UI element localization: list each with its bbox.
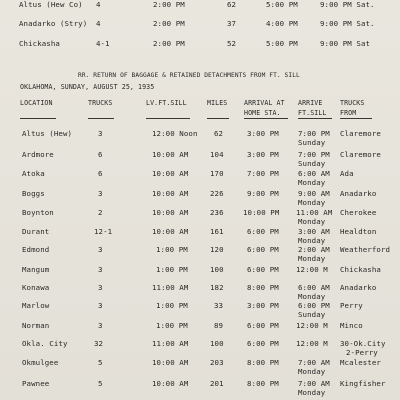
cell-location: Durant xyxy=(22,227,50,236)
cell-arrive-day: Sunday xyxy=(298,310,326,319)
cell-from: Kingfisher xyxy=(340,379,386,388)
header-trucks: TRUCKS xyxy=(88,99,113,107)
cell-trucks: 3 xyxy=(98,321,103,330)
cell-trucks: 3 xyxy=(98,283,103,292)
cell-leave: 12:00 Noon xyxy=(152,129,198,138)
cell-leave: 10:00 AM xyxy=(152,169,189,178)
cell-location: Boggs xyxy=(22,189,45,198)
cell-location: Boynton xyxy=(22,208,54,217)
cell-from-2: 2-Perry xyxy=(346,348,378,357)
cell-miles: 182 xyxy=(210,283,224,292)
cell-arrival: 6:00 PM xyxy=(247,321,279,330)
cell-arrive-day: Monday xyxy=(298,198,326,207)
cell-miles: 89 xyxy=(214,321,224,330)
cell-arrive: 7:00 PM xyxy=(298,150,330,159)
cell-location: Edmond xyxy=(22,245,50,254)
top-row-arrive-sill: 9:00 PM Sat. xyxy=(320,19,375,28)
cell-from: Chickasha xyxy=(340,265,381,274)
cell-from: Healdton xyxy=(340,227,377,236)
cell-location: Norman xyxy=(22,321,50,330)
header-underline xyxy=(207,118,229,119)
cell-arrival: 8:00 PM xyxy=(247,358,279,367)
cell-from: Weatherford xyxy=(340,245,391,254)
top-row-location: Chickasha xyxy=(19,39,60,48)
top-row-arrive-sill: 9:00 PM Sat. xyxy=(320,0,375,9)
cell-location: Ardmore xyxy=(22,150,54,159)
top-row-arrival: 5:00 PM xyxy=(266,39,298,48)
cell-miles: 236 xyxy=(210,208,224,217)
cell-miles: 203 xyxy=(210,358,224,367)
header-from-2: FROM xyxy=(340,109,357,117)
top-row-leave: 2:00 PM xyxy=(153,39,185,48)
cell-leave: 11:00 AM xyxy=(152,283,189,292)
top-row-trucks: 4-1 xyxy=(96,39,110,48)
top-row-location: Altus (Hew Co) xyxy=(19,0,83,9)
cell-arrive-day: Monday xyxy=(298,292,326,301)
top-row-miles: 37 xyxy=(227,19,237,28)
cell-trucks: 12-1 xyxy=(94,227,113,236)
cell-trucks: 6 xyxy=(98,150,103,159)
header-arrival-1: ARRIVAL AT xyxy=(244,99,285,107)
cell-from: Mcalester xyxy=(340,358,381,367)
cell-miles: 100 xyxy=(210,339,224,348)
top-row-location: Anadarko (Stry) xyxy=(19,19,88,28)
top-row-trucks: 4 xyxy=(96,19,101,28)
cell-from: Anadarko xyxy=(340,283,377,292)
cell-arrive: 7:00 AM xyxy=(298,358,330,367)
cell-miles: 62 xyxy=(214,129,224,138)
cell-trucks: 3 xyxy=(98,301,103,310)
cell-location: Konawa xyxy=(22,283,50,292)
cell-miles: 226 xyxy=(210,189,224,198)
header-arrival-2: HOME STA. xyxy=(244,109,281,117)
header-underline xyxy=(244,118,288,119)
cell-arrive-day: Monday xyxy=(298,254,326,263)
cell-leave: 10:00 AM xyxy=(152,150,189,159)
header-underline xyxy=(340,118,372,119)
cell-location: Pawnee xyxy=(22,379,50,388)
cell-arrival: 6:00 PM xyxy=(247,339,279,348)
cell-location: Mangum xyxy=(22,265,50,274)
cell-location: Okla. City xyxy=(22,339,68,348)
document-subtitle: OKLAHOMA, SUNDAY, AUGUST 25, 1935 xyxy=(20,83,155,91)
cell-arrival: 6:00 PM xyxy=(247,265,279,274)
cell-arrive: 12:00 M xyxy=(296,321,328,330)
cell-arrival: 6:00 PM xyxy=(247,227,279,236)
cell-arrive: 6:00 PM xyxy=(298,301,330,310)
cell-arrive: 6:00 AM xyxy=(298,283,330,292)
cell-from: Anadarko xyxy=(340,189,377,198)
cell-leave: 1:00 PM xyxy=(156,301,188,310)
cell-from: Minco xyxy=(340,321,363,330)
cell-trucks: 3 xyxy=(98,129,103,138)
cell-location: Okmulgee xyxy=(22,358,59,367)
header-underline xyxy=(146,118,190,119)
cell-miles: 170 xyxy=(210,169,224,178)
header-underline xyxy=(88,118,114,119)
cell-from: Cherokee xyxy=(340,208,377,217)
cell-arrive-day: Sunday xyxy=(298,159,326,168)
cell-arrive: 12:00 M xyxy=(296,339,328,348)
cell-trucks: 3 xyxy=(98,265,103,274)
header-arrive-2: FT.SILL xyxy=(298,109,327,117)
cell-arrival: 3:00 PM xyxy=(247,129,279,138)
cell-miles: 104 xyxy=(210,150,224,159)
cell-arrive-day: Monday xyxy=(298,367,326,376)
cell-from: Claremore xyxy=(340,129,381,138)
top-row-arrival: 4:00 PM xyxy=(266,19,298,28)
cell-trucks: 5 xyxy=(98,358,103,367)
header-location: LOCATION xyxy=(20,99,53,107)
cell-arrive-day: Sunday xyxy=(298,138,326,147)
cell-arrive: 7:00 AM xyxy=(298,379,330,388)
cell-leave: 10:00 AM xyxy=(152,379,189,388)
cell-from: Claremore xyxy=(340,150,381,159)
cell-arrival: 3:00 PM xyxy=(247,150,279,159)
cell-arrival: 6:00 PM xyxy=(247,245,279,254)
top-row-leave: 2:00 PM xyxy=(153,19,185,28)
cell-arrive: 6:00 AM xyxy=(298,169,330,178)
header-from-1: TRUCKS xyxy=(340,99,365,107)
cell-from: Ada xyxy=(340,169,354,178)
header-miles: MILES xyxy=(207,99,228,107)
cell-arrive-day: Monday xyxy=(298,217,326,226)
cell-from: Perry xyxy=(340,301,363,310)
cell-trucks: 3 xyxy=(98,245,103,254)
cell-arrive: 9:00 AM xyxy=(298,189,330,198)
cell-trucks: 32 xyxy=(94,339,104,348)
cell-arrival: 8:00 PM xyxy=(247,379,279,388)
document-title: RR. RETURN OF BAGGAGE & RETAINED DETACHMENTS FROM FT. SILL xyxy=(78,72,300,79)
cell-arrive: 3:00 AM xyxy=(298,227,330,236)
cell-arrive: 7:00 PM xyxy=(298,129,330,138)
cell-leave: 11:00 AM xyxy=(152,339,189,348)
header-leave: LV.FT.SILL xyxy=(146,99,187,107)
cell-leave: 10:00 AM xyxy=(152,189,189,198)
cell-location: Altus (Hew) xyxy=(22,129,73,138)
cell-arrival: 3:00 PM xyxy=(247,301,279,310)
cell-trucks: 5 xyxy=(98,379,103,388)
top-row-arrive-sill: 9:00 PM Sat xyxy=(320,39,371,48)
cell-leave: 10:00 AM xyxy=(152,208,189,217)
cell-arrive: 12:00 M xyxy=(296,265,328,274)
cell-arrive-day: Monday xyxy=(298,236,326,245)
cell-location: Marlow xyxy=(22,301,50,310)
header-underline xyxy=(20,118,56,119)
top-row-arrival: 5:00 PM xyxy=(266,0,298,9)
cell-leave: 1:00 PM xyxy=(156,321,188,330)
cell-trucks: 3 xyxy=(98,189,103,198)
cell-arrival: 7:00 PM xyxy=(247,169,279,178)
header-underline xyxy=(298,118,332,119)
cell-miles: 120 xyxy=(210,245,224,254)
cell-miles: 100 xyxy=(210,265,224,274)
cell-leave: 10:00 AM xyxy=(152,227,189,236)
cell-miles: 33 xyxy=(214,301,224,310)
cell-trucks: 2 xyxy=(98,208,103,217)
cell-arrive: 2:00 AM xyxy=(298,245,330,254)
cell-arrive: 11:00 AM xyxy=(296,208,333,217)
cell-arrive-day: Monday xyxy=(298,178,326,187)
cell-trucks: 6 xyxy=(98,169,103,178)
top-row-miles: 52 xyxy=(227,39,237,48)
cell-leave: 1:00 PM xyxy=(156,245,188,254)
cell-leave: 1:00 PM xyxy=(156,265,188,274)
cell-arrival: 9:00 PM xyxy=(247,189,279,198)
cell-arrival: 8:00 PM xyxy=(247,283,279,292)
cell-miles: 201 xyxy=(210,379,224,388)
cell-arrive-day: Monday xyxy=(298,388,326,397)
top-row-leave: 2:00 PM xyxy=(153,0,185,9)
cell-miles: 161 xyxy=(210,227,224,236)
header-arrive-1: ARRIVE xyxy=(298,99,323,107)
top-row-trucks: 4 xyxy=(96,0,101,9)
cell-from: 30-Ok.City xyxy=(340,339,386,348)
cell-location: Atoka xyxy=(22,169,45,178)
cell-leave: 10:00 AM xyxy=(152,358,189,367)
top-row-miles: 62 xyxy=(227,0,237,9)
cell-arrival: 10:00 PM xyxy=(243,208,280,217)
